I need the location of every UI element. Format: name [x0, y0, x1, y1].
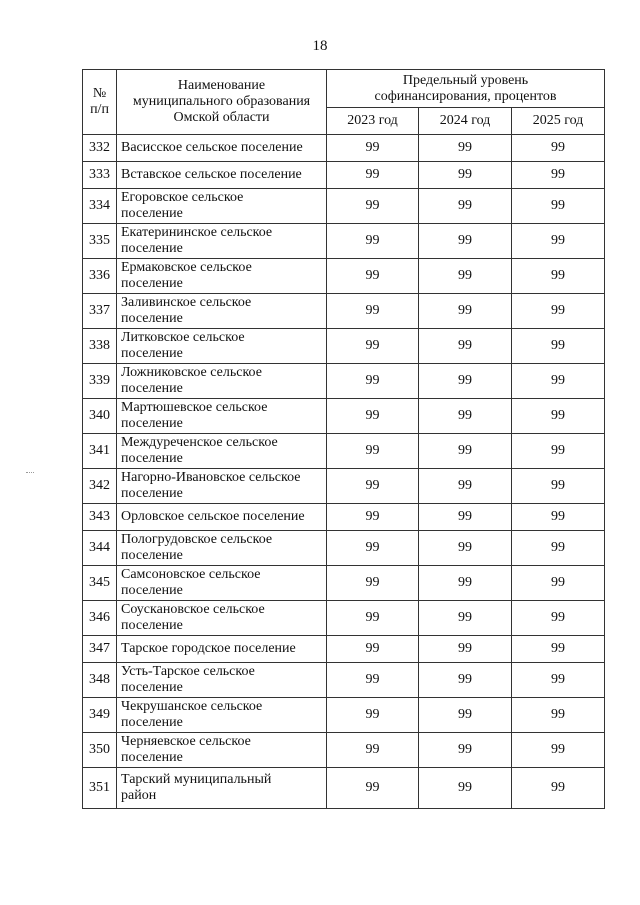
header-year-2023: 2023 год	[327, 108, 419, 135]
cofinancing-value-2025: 99	[512, 162, 605, 189]
cofinancing-value-2025: 99	[512, 601, 605, 636]
cofinancing-value-2024: 99	[419, 135, 512, 162]
municipality-name-line: поселение	[121, 451, 183, 466]
municipality-name-line: Ложниковское сельское	[121, 365, 262, 380]
cofinancing-value-2025: 99	[512, 663, 605, 698]
cofinancing-value-2025: 99	[512, 768, 605, 809]
cofinancing-value-2024: 99	[419, 531, 512, 566]
cofinancing-value-2024: 99	[419, 224, 512, 259]
row-number: 341	[83, 434, 117, 469]
header-num-text: № п/п	[90, 86, 109, 117]
row-number: 340	[83, 399, 117, 434]
municipality-name-line: поселение	[121, 486, 183, 501]
table-row	[83, 189, 605, 224]
row-number: 342	[83, 469, 117, 504]
cofinancing-value-2023: 99	[327, 469, 419, 504]
municipality-name	[117, 504, 327, 531]
municipality-name	[117, 162, 327, 189]
header-num	[83, 70, 117, 135]
row-number: 347	[83, 636, 117, 663]
cofinancing-value-2024: 99	[419, 294, 512, 329]
municipality-name-line: Нагорно-Ивановское сельское	[121, 470, 301, 485]
cofinancing-value-2023: 99	[327, 733, 419, 768]
municipality-name-line: Заливинское сельское	[121, 295, 252, 310]
municipality-name	[117, 135, 327, 162]
municipality-name	[117, 663, 327, 698]
cofinancing-value-2023: 99	[327, 329, 419, 364]
cofinancing-value-2025: 99	[512, 294, 605, 329]
row-number: 336	[83, 259, 117, 294]
row-number: 343	[83, 504, 117, 531]
municipality-name	[117, 399, 327, 434]
cofinancing-value-2023: 99	[327, 636, 419, 663]
cofinancing-value-2024: 99	[419, 162, 512, 189]
table-row	[83, 259, 605, 294]
scan-mark	[26, 472, 34, 474]
municipality-name	[117, 189, 327, 224]
cofinancing-value-2025: 99	[512, 259, 605, 294]
cofinancing-value-2023: 99	[327, 663, 419, 698]
cofinancing-value-2025: 99	[512, 531, 605, 566]
cofinancing-value-2024: 99	[419, 469, 512, 504]
municipality-name-line: поселение	[121, 311, 183, 326]
table-row	[83, 768, 605, 809]
cofinancing-value-2024: 99	[419, 636, 512, 663]
cofinancing-value-2024: 99	[419, 434, 512, 469]
municipality-name	[117, 364, 327, 399]
cofinancing-value-2025: 99	[512, 504, 605, 531]
municipality-name-line: Орловское сельское поселение	[121, 509, 305, 524]
cofinancing-value-2024: 99	[419, 329, 512, 364]
table-row	[83, 601, 605, 636]
row-number: 344	[83, 531, 117, 566]
municipality-name-line: Черняевское сельское	[121, 734, 251, 749]
cofinancing-value-2024: 99	[419, 259, 512, 294]
header-name-text: Наименование муниципального образования Омской области	[132, 78, 311, 125]
page-number: 18	[312, 38, 328, 54]
header-year-2024: 2024 год	[419, 108, 512, 135]
municipality-name-line: район	[121, 788, 157, 803]
row-number: 337	[83, 294, 117, 329]
table-row	[83, 504, 605, 531]
municipality-name-line: Пологрудовское сельское	[121, 532, 273, 547]
header-level-text: Предельный уровень софинансирования, процентов	[374, 72, 557, 104]
cofinancing-value-2025: 99	[512, 329, 605, 364]
cofinancing-value-2023: 99	[327, 768, 419, 809]
cofinancing-value-2024: 99	[419, 601, 512, 636]
municipality-name-line: Усть-Тарское сельское	[121, 664, 255, 679]
table-row	[83, 294, 605, 329]
table-row	[83, 224, 605, 259]
cofinancing-value-2025: 99	[512, 566, 605, 601]
cofinancing-value-2024: 99	[419, 768, 512, 809]
cofinancing-value-2024: 99	[419, 189, 512, 224]
cofinancing-value-2023: 99	[327, 364, 419, 399]
table-row	[83, 733, 605, 768]
cofinancing-value-2025: 99	[512, 399, 605, 434]
municipality-name-line: Литковское сельское	[121, 330, 245, 345]
cofinancing-value-2023: 99	[327, 294, 419, 329]
municipality-name-line: поселение	[121, 750, 183, 765]
municipality-name-line: Соускановское сельское	[121, 602, 265, 617]
row-number: 348	[83, 663, 117, 698]
row-number: 333	[83, 162, 117, 189]
municipality-name-line: поселение	[121, 618, 183, 633]
municipality-name-line: Вставское сельское поселение	[121, 167, 302, 182]
cofinancing-value-2024: 99	[419, 698, 512, 733]
municipality-name	[117, 531, 327, 566]
municipality-name-line: Екатерининское сельское	[121, 225, 273, 240]
cofinancing-value-2025: 99	[512, 434, 605, 469]
municipality-name	[117, 259, 327, 294]
cofinancing-value-2025: 99	[512, 364, 605, 399]
cofinancing-value-2024: 99	[419, 504, 512, 531]
municipality-name-line: поселение	[121, 715, 183, 730]
cofinancing-value-2023: 99	[327, 531, 419, 566]
cofinancing-value-2024: 99	[419, 399, 512, 434]
table-row	[83, 162, 605, 189]
cofinancing-value-2023: 99	[327, 135, 419, 162]
row-number: 335	[83, 224, 117, 259]
header-level	[327, 70, 605, 108]
municipality-name	[117, 224, 327, 259]
municipality-name-line: поселение	[121, 381, 183, 396]
table-row	[83, 663, 605, 698]
cofinancing-table	[82, 69, 605, 809]
municipality-name-line: поселение	[121, 548, 183, 563]
table-row	[83, 329, 605, 364]
cofinancing-value-2023: 99	[327, 504, 419, 531]
row-number: 332	[83, 135, 117, 162]
municipality-name	[117, 601, 327, 636]
municipality-name-line: Ермаковское сельское	[121, 260, 252, 275]
cofinancing-value-2023: 99	[327, 224, 419, 259]
cofinancing-value-2025: 99	[512, 224, 605, 259]
municipality-name	[117, 566, 327, 601]
cofinancing-value-2025: 99	[512, 698, 605, 733]
municipality-name	[117, 294, 327, 329]
cofinancing-value-2025: 99	[512, 135, 605, 162]
municipality-name-line: Междуреченское сельское	[121, 435, 278, 450]
municipality-name-line: Васисское сельское поселение	[121, 140, 303, 155]
municipality-name	[117, 469, 327, 504]
municipality-name	[117, 768, 327, 809]
header-year-2025: 2025 год	[512, 108, 605, 135]
table-row	[83, 434, 605, 469]
table-row	[83, 636, 605, 663]
cofinancing-value-2023: 99	[327, 698, 419, 733]
table-row	[83, 135, 605, 162]
municipality-name-line: поселение	[121, 206, 183, 221]
municipality-name-line: поселение	[121, 346, 183, 361]
table-row	[83, 469, 605, 504]
cofinancing-value-2025: 99	[512, 733, 605, 768]
table-row	[83, 364, 605, 399]
municipality-name	[117, 434, 327, 469]
municipality-name-line: Самсоновское сельское	[121, 567, 261, 582]
cofinancing-value-2024: 99	[419, 566, 512, 601]
municipality-name-line: Тарское городское поселение	[121, 641, 296, 656]
row-number: 345	[83, 566, 117, 601]
municipality-name	[117, 733, 327, 768]
cofinancing-value-2023: 99	[327, 601, 419, 636]
cofinancing-value-2024: 99	[419, 663, 512, 698]
municipality-name-line: Мартюшевское сельское	[121, 400, 268, 415]
municipality-name	[117, 329, 327, 364]
cofinancing-value-2025: 99	[512, 189, 605, 224]
row-number: 346	[83, 601, 117, 636]
municipality-name-line: поселение	[121, 416, 183, 431]
municipality-name-line: Чекрушанское сельское	[121, 699, 263, 714]
municipality-name-line: поселение	[121, 583, 183, 598]
cofinancing-value-2024: 99	[419, 733, 512, 768]
cofinancing-value-2024: 99	[419, 364, 512, 399]
municipality-name-line: поселение	[121, 680, 183, 695]
municipality-name	[117, 636, 327, 663]
cofinancing-value-2023: 99	[327, 259, 419, 294]
table-row	[83, 566, 605, 601]
table-row	[83, 531, 605, 566]
cofinancing-value-2023: 99	[327, 566, 419, 601]
municipality-name	[117, 698, 327, 733]
cofinancing-value-2023: 99	[327, 189, 419, 224]
cofinancing-value-2025: 99	[512, 469, 605, 504]
header-name	[117, 70, 327, 135]
row-number: 338	[83, 329, 117, 364]
cofinancing-value-2023: 99	[327, 434, 419, 469]
row-number: 334	[83, 189, 117, 224]
table-row	[83, 698, 605, 733]
row-number: 350	[83, 733, 117, 768]
row-number: 349	[83, 698, 117, 733]
table-row	[83, 399, 605, 434]
row-number: 351	[83, 768, 117, 809]
municipality-name-line: поселение	[121, 241, 183, 256]
cofinancing-value-2023: 99	[327, 399, 419, 434]
cofinancing-value-2023: 99	[327, 162, 419, 189]
municipality-name-line: Тарский муниципальный	[121, 772, 272, 787]
municipality-name-line: поселение	[121, 276, 183, 291]
row-number: 339	[83, 364, 117, 399]
municipality-name-line: Егоровское сельское	[121, 190, 244, 205]
table-body	[83, 135, 605, 809]
cofinancing-value-2025: 99	[512, 636, 605, 663]
